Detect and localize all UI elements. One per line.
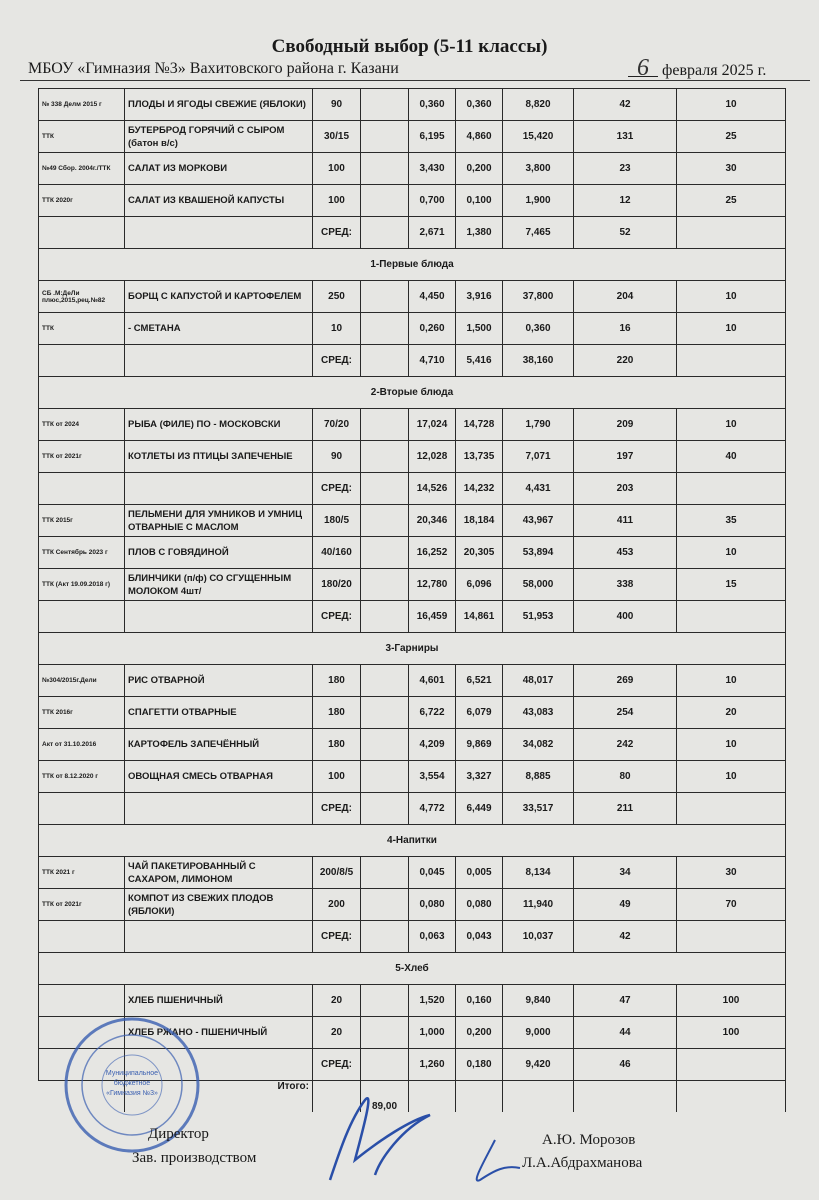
calories: 211	[574, 793, 677, 825]
carbohydrates: 8,134	[503, 857, 574, 889]
portion: 180/5	[313, 505, 361, 537]
fats: 9,869	[456, 729, 503, 761]
calories: 453	[574, 537, 677, 569]
proteins: 3,430	[409, 153, 456, 185]
proteins: 0,063	[409, 921, 456, 953]
proteins: 17,024	[409, 409, 456, 441]
carbohydrates: 7,071	[503, 441, 574, 473]
proteins: 20,346	[409, 505, 456, 537]
fats: 3,327	[456, 761, 503, 793]
dish-name: ЧАЙ ПАКЕТИРОВАННЫЙ С САХАРОМ, ЛИМОНОМ	[125, 857, 313, 889]
recipe-source: ТТК	[39, 121, 125, 153]
calories: 338	[574, 569, 677, 601]
price: 25	[677, 121, 786, 153]
calories: 197	[574, 441, 677, 473]
recipe-source: ТТК от 2024	[39, 409, 125, 441]
portion: 250	[313, 281, 361, 313]
dish-name: ПЕЛЬМЕНИ ДЛЯ УМНИКОВ И УМНИЦ ОТВАРНЫЕ С МАСЛОМ	[125, 505, 313, 537]
proteins: 6,722	[409, 697, 456, 729]
section-title: 4-Напитки	[39, 825, 786, 857]
portion: 90	[313, 441, 361, 473]
document-title: Свободный выбор (5-11 классы)	[271, 36, 548, 57]
calories: 203	[574, 473, 677, 505]
dish-name: СПАГЕТТИ ОТВАРНЫЕ	[125, 697, 313, 729]
carbohydrates: 8,820	[503, 89, 574, 121]
production-name: Л.А.Абдрахманова	[522, 1155, 643, 1171]
recipe-source: ТТК	[39, 313, 125, 345]
recipe-source: № 338 Делм 2015 г	[39, 89, 125, 121]
calories: 220	[574, 345, 677, 377]
recipe-source: №49 Сбор. 2004г./ТТК	[39, 153, 125, 185]
recipe-source: ТТК от 2021г	[39, 441, 125, 473]
fats: 3,916	[456, 281, 503, 313]
dish-name: БЛИНЧИКИ (п/ф) СО СГУЩЕННЫМ МОЛОКОМ 4шт/	[125, 569, 313, 601]
proteins: 3,554	[409, 761, 456, 793]
portion: 70/20	[313, 409, 361, 441]
fats: 14,728	[456, 409, 503, 441]
carbohydrates: 1,900	[503, 185, 574, 217]
fats: 0,005	[456, 857, 503, 889]
price: 70	[677, 889, 786, 921]
carbohydrates: 53,894	[503, 537, 574, 569]
portion: 100	[313, 185, 361, 217]
carbohydrates: 9,420	[503, 1049, 574, 1081]
carbohydrates: 9,000	[503, 1017, 574, 1049]
proteins: 16,459	[409, 601, 456, 633]
price: 100	[677, 1017, 786, 1049]
calories: 400	[574, 601, 677, 633]
recipe-source: ТТК 2020г	[39, 185, 125, 217]
proteins: 4,601	[409, 665, 456, 697]
average-label: СРЕД:	[313, 601, 361, 633]
dish-name: ХЛЕБ ПШЕНИЧНЫЙ	[125, 985, 313, 1017]
dish-name: ХЛЕБ РЖАНО - ПШЕНИЧНЫЙ	[125, 1017, 313, 1049]
carbohydrates: 9,840	[503, 985, 574, 1017]
dish-name: ОВОЩНАЯ СМЕСЬ ОТВАРНАЯ	[125, 761, 313, 793]
calories: 52	[574, 217, 677, 249]
fats: 4,860	[456, 121, 503, 153]
calories: 254	[574, 697, 677, 729]
carbohydrates: 58,000	[503, 569, 574, 601]
portion: 180	[313, 729, 361, 761]
dish-name: КОТЛЕТЫ ИЗ ПТИЦЫ ЗАПЕЧЕНЫЕ	[125, 441, 313, 473]
portion: 90	[313, 89, 361, 121]
organization-name: МБОУ «Гимназия №3» Вахитовского района г. Казани	[28, 60, 399, 77]
average-label: СРЕД:	[313, 793, 361, 825]
price: 30	[677, 153, 786, 185]
proteins: 4,772	[409, 793, 456, 825]
portion: 40/160	[313, 537, 361, 569]
fats: 14,232	[456, 473, 503, 505]
fats: 0,080	[456, 889, 503, 921]
section-title: 5-Хлеб	[39, 953, 786, 985]
recipe-source: №304/2015г.Дели	[39, 665, 125, 697]
carbohydrates: 37,800	[503, 281, 574, 313]
proteins: 1,000	[409, 1017, 456, 1049]
fats: 18,184	[456, 505, 503, 537]
proteins: 0,045	[409, 857, 456, 889]
dish-name: САЛАТ ИЗ МОРКОВИ	[125, 153, 313, 185]
price: 10	[677, 665, 786, 697]
dish-name: САЛАТ ИЗ КВАШЕНОЙ КАПУСТЫ	[125, 185, 313, 217]
proteins: 1,520	[409, 985, 456, 1017]
portion: 20	[313, 1017, 361, 1049]
calories: 131	[574, 121, 677, 153]
carbohydrates: 43,083	[503, 697, 574, 729]
price: 10	[677, 729, 786, 761]
proteins: 12,028	[409, 441, 456, 473]
carbohydrates: 11,940	[503, 889, 574, 921]
fats: 0,200	[456, 153, 503, 185]
carbohydrates: 10,037	[503, 921, 574, 953]
fats: 1,500	[456, 313, 503, 345]
proteins: 0,080	[409, 889, 456, 921]
fats: 1,380	[456, 217, 503, 249]
proteins: 14,526	[409, 473, 456, 505]
portion: 180	[313, 665, 361, 697]
carbohydrates: 43,967	[503, 505, 574, 537]
average-label: СРЕД:	[313, 217, 361, 249]
fats: 6,079	[456, 697, 503, 729]
carbohydrates: 4,431	[503, 473, 574, 505]
fats: 0,160	[456, 985, 503, 1017]
average-label: СРЕД:	[313, 473, 361, 505]
portion: 180	[313, 697, 361, 729]
carbohydrates: 0,360	[503, 313, 574, 345]
fats: 20,305	[456, 537, 503, 569]
recipe-source: СБ .М:ДеЛи плюс,2015,рец.№82	[39, 281, 125, 313]
calories: 411	[574, 505, 677, 537]
fats: 0,180	[456, 1049, 503, 1081]
date-month-year: февраля 2025 г.	[662, 62, 767, 79]
price: 10	[677, 537, 786, 569]
fats: 5,416	[456, 345, 503, 377]
svg-text:бюджетное: бюджетное	[113, 1080, 151, 1087]
recipe-source: ТТК от 8.12.2020 г	[39, 761, 125, 793]
calories: 12	[574, 185, 677, 217]
dish-name: ПЛОДЫ И ЯГОДЫ СВЕЖИЕ (ЯБЛОКИ)	[125, 89, 313, 121]
carbohydrates: 34,082	[503, 729, 574, 761]
recipe-source: Акт от 31.10.2016	[39, 729, 125, 761]
recipe-source: ТТК Сентябрь 2023 г	[39, 537, 125, 569]
dish-name: - СМЕТАНА	[125, 313, 313, 345]
fats: 13,735	[456, 441, 503, 473]
portion: 20	[313, 985, 361, 1017]
portion: 100	[313, 153, 361, 185]
carbohydrates: 33,517	[503, 793, 574, 825]
carbohydrates: 1,790	[503, 409, 574, 441]
dish-name: КОМПОТ ИЗ СВЕЖИХ ПЛОДОВ (ЯБЛОКИ)	[125, 889, 313, 921]
svg-text:«Гимназия №3»: «Гимназия №3»	[106, 1090, 158, 1097]
proteins: 2,671	[409, 217, 456, 249]
carbohydrates: 38,160	[503, 345, 574, 377]
portion: 10	[313, 313, 361, 345]
calories: 209	[574, 409, 677, 441]
carbohydrates: 48,017	[503, 665, 574, 697]
dish-name: КАРТОФЕЛЬ ЗАПЕЧЁННЫЙ	[125, 729, 313, 761]
recipe-source: ТТК (Акт 19.09.2018 г)	[39, 569, 125, 601]
portion: 200	[313, 889, 361, 921]
proteins: 0,360	[409, 89, 456, 121]
calories: 34	[574, 857, 677, 889]
fats: 0,043	[456, 921, 503, 953]
section-title: 1-Первые блюда	[39, 249, 786, 281]
portion: 30/15	[313, 121, 361, 153]
dish-name: РЫБА (ФИЛЕ) ПО - МОСКОВСКИ	[125, 409, 313, 441]
fats: 6,521	[456, 665, 503, 697]
production-title: Зав. производством	[132, 1150, 257, 1166]
dish-name: БОРЩ С КАПУСТОЙ И КАРТОФЕЛЕМ	[125, 281, 313, 313]
price: 10	[677, 89, 786, 121]
calories: 42	[574, 921, 677, 953]
average-label: СРЕД:	[313, 921, 361, 953]
portion: 200/8/5	[313, 857, 361, 889]
carbohydrates: 8,885	[503, 761, 574, 793]
calories: 204	[574, 281, 677, 313]
portion: 100	[313, 761, 361, 793]
price: 10	[677, 281, 786, 313]
price: 35	[677, 505, 786, 537]
section-title: 2-Вторые блюда	[39, 377, 786, 409]
price: 10	[677, 313, 786, 345]
fats: 6,449	[456, 793, 503, 825]
price: 30	[677, 857, 786, 889]
calories: 23	[574, 153, 677, 185]
calories: 242	[574, 729, 677, 761]
calories: 46	[574, 1049, 677, 1081]
price: 10	[677, 409, 786, 441]
dish-name: ПЛОВ С ГОВЯДИНОЙ	[125, 537, 313, 569]
total-label: Итого:	[125, 1081, 313, 1113]
price: 15	[677, 569, 786, 601]
calories: 47	[574, 985, 677, 1017]
carbohydrates: 3,800	[503, 153, 574, 185]
price: 40	[677, 441, 786, 473]
recipe-source: ТТК 2015г	[39, 505, 125, 537]
average-label: СРЕД:	[313, 1049, 361, 1081]
section-title: 3-Гарниры	[39, 633, 786, 665]
fats: 0,360	[456, 89, 503, 121]
calories: 80	[574, 761, 677, 793]
proteins: 0,260	[409, 313, 456, 345]
proteins: 4,710	[409, 345, 456, 377]
proteins: 1,260	[409, 1049, 456, 1081]
proteins: 4,209	[409, 729, 456, 761]
price: 20	[677, 697, 786, 729]
calories: 49	[574, 889, 677, 921]
fats: 0,100	[456, 185, 503, 217]
carbohydrates: 51,953	[503, 601, 574, 633]
calories: 269	[574, 665, 677, 697]
total-value: 89,00	[361, 1081, 409, 1113]
fats: 14,861	[456, 601, 503, 633]
dish-name: РИС ОТВАРНОЙ	[125, 665, 313, 697]
svg-text:Муниципальное: Муниципальное	[105, 1070, 159, 1077]
fats: 6,096	[456, 569, 503, 601]
price: 25	[677, 185, 786, 217]
carbohydrates: 15,420	[503, 121, 574, 153]
recipe-source: ТТК 2016г	[39, 697, 125, 729]
calories: 16	[574, 313, 677, 345]
director-title: Директор	[148, 1126, 209, 1142]
proteins: 4,450	[409, 281, 456, 313]
proteins: 12,780	[409, 569, 456, 601]
date-day: 6	[628, 60, 658, 77]
proteins: 0,700	[409, 185, 456, 217]
recipe-source: ТТК от 2021г	[39, 889, 125, 921]
price: 100	[677, 985, 786, 1017]
calories: 42	[574, 89, 677, 121]
portion: 180/20	[313, 569, 361, 601]
average-label: СРЕД:	[313, 345, 361, 377]
calories: 44	[574, 1017, 677, 1049]
fats: 0,200	[456, 1017, 503, 1049]
recipe-source: ТТК 2021 г	[39, 857, 125, 889]
price: 10	[677, 761, 786, 793]
proteins: 16,252	[409, 537, 456, 569]
director-name: А.Ю. Морозов	[542, 1132, 636, 1148]
carbohydrates: 7,465	[503, 217, 574, 249]
proteins: 6,195	[409, 121, 456, 153]
dish-name: БУТЕРБРОД ГОРЯЧИЙ С СЫРОМ (батон в/с)	[125, 121, 313, 153]
